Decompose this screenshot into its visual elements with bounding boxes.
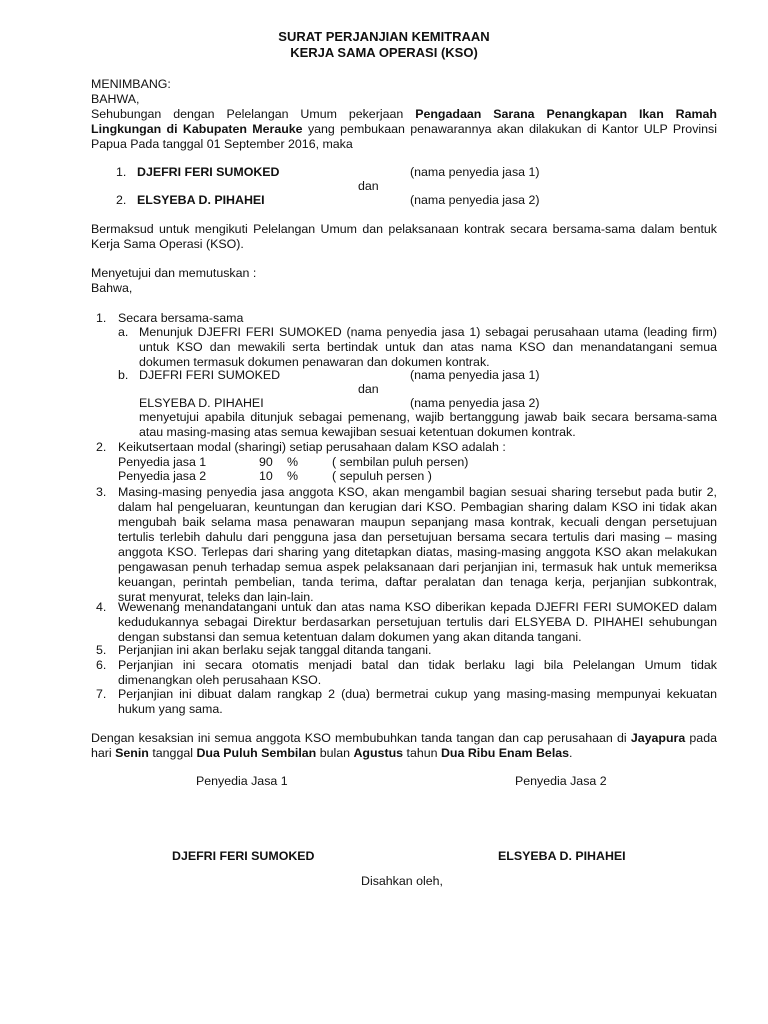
menimbang-bahwa: BAHWA, xyxy=(91,92,140,106)
item-1b-note2: (nama penyedia jasa 2) xyxy=(410,396,540,410)
item-6-text: Perjanjian ini secara otomatis menjadi batal dan tidak berlaku lagi bila Pelelangan Umum tidak dimenangkan oleh perusahaan KSO. xyxy=(118,658,717,687)
signature-label-1: Penyedia Jasa 1 xyxy=(196,774,288,788)
item-4-number: 4. xyxy=(96,600,107,614)
party-1-number: 1. xyxy=(116,165,127,179)
sharing-row-1-words: ( sembilan puluh persen) xyxy=(332,455,469,469)
signature-name-2: ELSYEBA D. PIHAHEI xyxy=(498,849,626,863)
party-2-number: 2. xyxy=(116,193,127,207)
item-5-text: Perjanjian ini akan berlaku sejak tanggal ditanda tangani. xyxy=(118,643,432,657)
sharing-row-1-label: Penyedia jasa 1 xyxy=(118,455,207,469)
item-1b-note1: (nama penyedia jasa 1) xyxy=(410,368,540,382)
item-2-text: Keikutsertaan modal (sharingi) setiap perusahaan dalam KSO adalah : xyxy=(118,440,506,454)
item-2-number: 2. xyxy=(96,440,107,454)
party-2-note: (nama penyedia jasa 2) xyxy=(410,193,540,207)
item-7-text: Perjanjian ini dibuat dalam rangkap 2 (dua) bermetrai cukup yang masing-masing mempunyai kekuatan hukum yang sama. xyxy=(118,687,717,716)
item-5-number: 5. xyxy=(96,643,107,657)
item-1b-dan: dan xyxy=(358,382,379,396)
party-dan: dan xyxy=(358,179,379,193)
intro-paragraph: Sehubungan dengan Pelelangan Umum pekerjaan Pengadaan Sarana Penangkapan Ikan Ramah Lingkungan di Kabupaten Merauke yang pembukaan penawarannya akan dilakukan di Kantor ULP Provinsi Papua Pada tanggal 01 September 2016, maka xyxy=(91,107,717,151)
signature-label-2: Penyedia Jasa 2 xyxy=(515,774,607,788)
item-1b-text: menyetujui apabila ditunjuk sebagai pemenang, wajib bertanggung jawab baik secara bersama-sama atau masing-masing atas semua kewajiban sesuai ketentuan dokumen kontrak. xyxy=(139,410,717,439)
item-1a-text: Menunjuk DJEFRI FERI SUMOKED (nama penyedia jasa 1) sebagai perusahaan utama (leading firm) untuk KSO dan mewakili serta bertindak untuk dan atas nama KSO dan menandatangani semua dokumen termasuk dokumen penawaran dan dokumen kontrak. xyxy=(139,325,717,369)
sharing-row-2-unit: % xyxy=(287,469,299,483)
item-1a-label: a. xyxy=(118,325,129,339)
item-3-number: 3. xyxy=(96,485,107,499)
menyetujui-label: Menyetujui dan memutuskan : xyxy=(91,266,257,280)
item-7-number: 7. xyxy=(96,687,107,701)
item-3-text: Masing-masing penyedia jasa anggota KSO, akan mengambil bagian sesuai sharing tersebut pada butir 2, dalam hal pengeluaran, keuntungan dan kerugian dari KSO. Pembagian sharing dalam KSO ini tidak akan mengubah baik selama masa penawaran maupun sepanjang masa kontrak, kecuali dengan persetujuan tertulis terlebih dahulu dari pengguna jasa dan persetujuan bersama secara tertulis dari masing – masing anggota KSO. Terlepas dari sharing yang ditetapkan diatas, masing-masing anggota KSO akan melakukan pengawasan penuh terhadap semua aspek pelaksanaan dari perjanjian ini, termasuk hak untuk memeriksa keuangan, perintah pembelian, tanda terima, daftar peralatan dan tenaga kerja, perjanjian subkontrak, surat menyurat, teleks dan lain-lain. xyxy=(118,485,717,604)
bermaksud-paragraph: Bermaksud untuk mengikuti Pelelangan Umum dan pelaksanaan kontrak secara bersama-sama dalam bentuk Kerja Sama Operasi (KSO). xyxy=(91,222,717,251)
party-1-name: DJEFRI FERI SUMOKED xyxy=(137,165,280,179)
item-4-text: Wewenang menandatangani untuk dan atas nama KSO diberikan kepada DJEFRI FERI SUMOKED dalam kedudukannya sebagai Direktur berdasarkan persetujuan tertulis dari ELSYEBA D. PIHAHEI sehubungan dengan substansi dan semua ketentuan dalam dokumen yang akan ditanda tangani. xyxy=(118,600,717,644)
item-1-number: 1. xyxy=(96,311,107,325)
sharing-row-2-value: 10 xyxy=(259,469,273,483)
party-2-name: ELSYEBA D. PIHAHEI xyxy=(137,193,265,207)
menyetujui-bahwa: Bahwa, xyxy=(91,281,133,295)
item-6-number: 6. xyxy=(96,658,107,672)
menimbang-label: MENIMBANG: xyxy=(91,77,171,91)
item-1b-label: b. xyxy=(118,368,129,382)
document-title-line1: SURAT PERJANJIAN KEMITRAAN xyxy=(278,29,490,44)
sharing-row-1-value: 90 xyxy=(259,455,273,469)
sharing-row-2-words: ( sepuluh persen ) xyxy=(332,469,432,483)
signature-name-1: DJEFRI FERI SUMOKED xyxy=(172,849,315,863)
party-1-note: (nama penyedia jasa 1) xyxy=(410,165,540,179)
disahkan-label: Disahkan oleh, xyxy=(361,874,443,888)
document-title-line2: KERJA SAMA OPERASI (KSO) xyxy=(290,45,478,60)
closing-paragraph: Dengan kesaksian ini semua anggota KSO membubuhkan tanda tangan dan cap perusahaan di Jayapura pada hari Senin tanggal Dua Puluh Sembilan bulan Agustus tahun Dua Ribu Enam Belas. xyxy=(91,731,717,760)
item-1-text: Secara bersama-sama xyxy=(118,311,244,325)
sharing-row-1-unit: % xyxy=(287,455,299,469)
item-1b-name1: DJEFRI FERI SUMOKED xyxy=(139,368,281,382)
sharing-row-2-label: Penyedia jasa 2 xyxy=(118,469,207,483)
item-1b-name2: ELSYEBA D. PIHAHEI xyxy=(139,396,264,410)
